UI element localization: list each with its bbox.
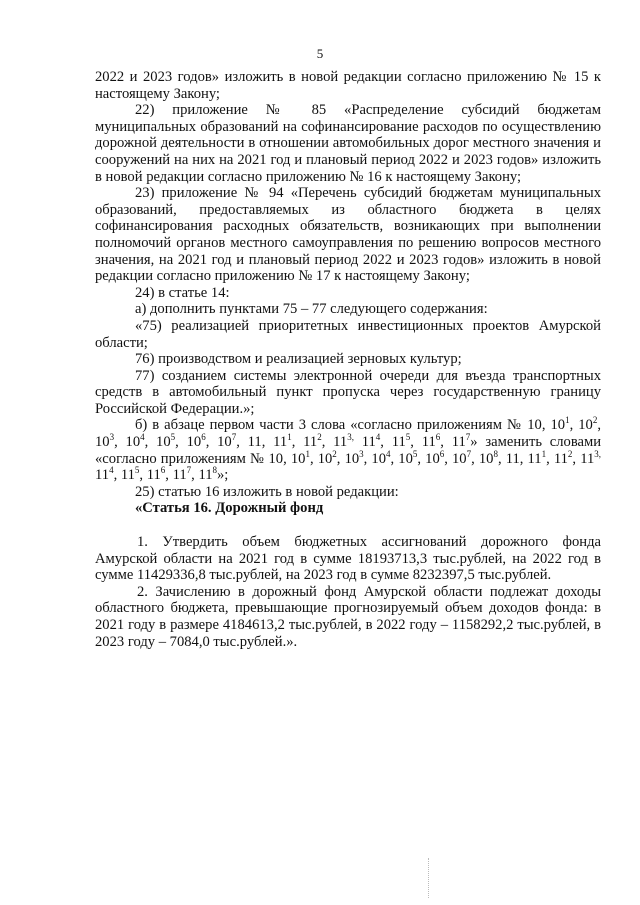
text-run: , 11 — [440, 434, 466, 451]
superscript: 5 — [412, 448, 418, 459]
paragraph-point-75: «75) реализацией приоритетных инвестиционных проектов Амурской области; — [95, 317, 601, 351]
text-run: , 11 — [546, 450, 568, 467]
superscript: 4 — [386, 448, 391, 459]
paragraph-item-24: 24) в статье 14: — [135, 284, 230, 301]
text-run: , 11 — [410, 434, 436, 451]
document-body — [95, 69, 601, 650]
superscript: 3, — [594, 448, 601, 459]
superscript: 6 — [160, 465, 166, 476]
paragraph-continuation: 2022 и 2023 годов» изложить в новой редакции согласно приложению № 15 к настоящему Закону; — [95, 69, 601, 102]
superscript: 8 — [493, 448, 498, 459]
text-run: , 10 — [363, 450, 387, 467]
superscript: 5 — [405, 432, 411, 443]
superscript: 7 — [231, 432, 237, 443]
superscript: 6 — [201, 432, 206, 443]
superscript: 8 — [212, 465, 217, 476]
superscript: 7 — [466, 448, 472, 459]
superscript: 4 — [375, 432, 381, 443]
superscript: 6 — [439, 448, 445, 459]
superscript: 1 — [565, 415, 570, 426]
text-run: , 11 — [380, 434, 406, 451]
text-run: , 10 — [444, 450, 467, 467]
superscript: 7 — [465, 432, 471, 443]
paragraph-point-76: 76) производством и реализацией зерновых культур; — [135, 351, 462, 368]
paragraph-subitem-a: а) дополнить пунктами 75 – 77 следующего содержания: — [135, 301, 488, 318]
text-run: , 11, 11 — [236, 434, 288, 451]
scan-edge-mark — [428, 858, 429, 898]
text-run: , 11 — [139, 467, 161, 484]
text-run: , 11 — [165, 467, 187, 484]
text-run: 11 — [95, 467, 110, 484]
text-run: , 11 — [291, 434, 318, 451]
article-clause-1: 1. Утвердить объем бюджетных ассигнований дорожного фонда Амурской области на 2021 год в сумме 18193713,3 тыс.рублей, на 2022 год в сумме 11429336,8 тыс.рублей, на 2023 год в сумме 8232397,5 тыс.рублей. — [95, 534, 601, 584]
text-run: , 10 — [144, 434, 171, 451]
text-run: , 11, 11 — [497, 450, 542, 467]
paragraph-item-23: 23) приложение № 94 «Перечень субсидий бюджетам муниципальных образований, предоставляемых из областного бюджета в целях софинансирования расходных обязательств, возникающих при выполнении полномочий органов местного самоуправления по решению вопросов местного значения, на 2021 год и плановый период 2022 и 2023 годов» изложить в новой редакции согласно приложению № 17 к настоящему Закону; — [95, 185, 601, 285]
text-run: , 10 — [205, 434, 232, 451]
paragraph-item-22: 22) приложение № 85 «Распределение субсидий бюджетам муниципальных образований на софинансирование расходов по осуществлению дорожной деятельности в отношении автомобильных дорог местного значения и сооружений на них на 2021 год и плановый период 2022 и 2023 годов» изложить в новой редакции согласно приложению № 16 к настоящему Закону; — [95, 102, 601, 185]
text-run: , 11 — [321, 434, 348, 451]
superscript: 6 — [435, 432, 441, 443]
superscript: 1 — [541, 448, 547, 459]
paragraph-item-25: 25) статью 16 изложить в новой редакции: — [135, 483, 399, 500]
spacer — [95, 517, 601, 534]
superscript: 4 — [109, 465, 114, 476]
text-run: , 10 — [336, 450, 360, 467]
text-run: , 10 — [309, 450, 333, 467]
superscript: 5 — [170, 432, 176, 443]
superscript: 3 — [109, 432, 115, 443]
superscript: 3 — [359, 448, 364, 459]
superscript: 1 — [305, 448, 310, 459]
superscript: 2 — [317, 432, 322, 443]
superscript: 2 — [592, 415, 598, 426]
text-run: , 11 — [191, 467, 213, 484]
text-run: , 10 — [569, 417, 593, 434]
text-run: б) в абзаце первом части 3 слова «согласно приложениям № 10, 10 — [135, 417, 566, 434]
text-run: » заменить словами «согласно приложениям № 10, 10 — [95, 434, 602, 467]
superscript: 2 — [567, 448, 573, 459]
text-run: , 10 — [95, 417, 602, 451]
superscript: 3, — [347, 432, 354, 443]
text-run: , 10 — [175, 434, 202, 451]
superscript: 1 — [287, 432, 292, 443]
superscript: 2 — [332, 448, 337, 459]
paragraph-subitem-b — [95, 417, 601, 483]
superscript: 4 — [140, 432, 145, 443]
article-clause-2: 2. Зачислению в дорожный фонд Амурской области подлежат доходы областного бюджета, превышающие прогнозируемый объем доходов фонда: в 2021 году в размере 4184613,2 тыс.рублей, в 2022 году – 1158292,2 тыс.рублей, в 2023 году – 7084,0 тыс.рублей.». — [95, 583, 601, 650]
text-run: , 10 — [471, 450, 494, 467]
article-heading: «Статья 16. Дорожный фонд — [135, 500, 324, 517]
text-run: , 11 — [572, 450, 595, 467]
text-run: , 11 — [113, 467, 135, 484]
text-run: , 10 — [114, 434, 141, 451]
text-run: , 10 — [390, 450, 413, 467]
text-run: 11 — [353, 434, 376, 451]
superscript: 7 — [186, 465, 192, 476]
page-number: 5 — [316, 46, 324, 61]
paragraph-point-77: 77) созданием системы электронной очереди для въезда транспортных средств в автомобильный пункт пропуска через государственную границу Российской Федерации.»; — [95, 367, 601, 417]
text-run: , 10 — [417, 450, 440, 467]
superscript: 5 — [134, 465, 140, 476]
text-run: »; — [217, 467, 229, 484]
